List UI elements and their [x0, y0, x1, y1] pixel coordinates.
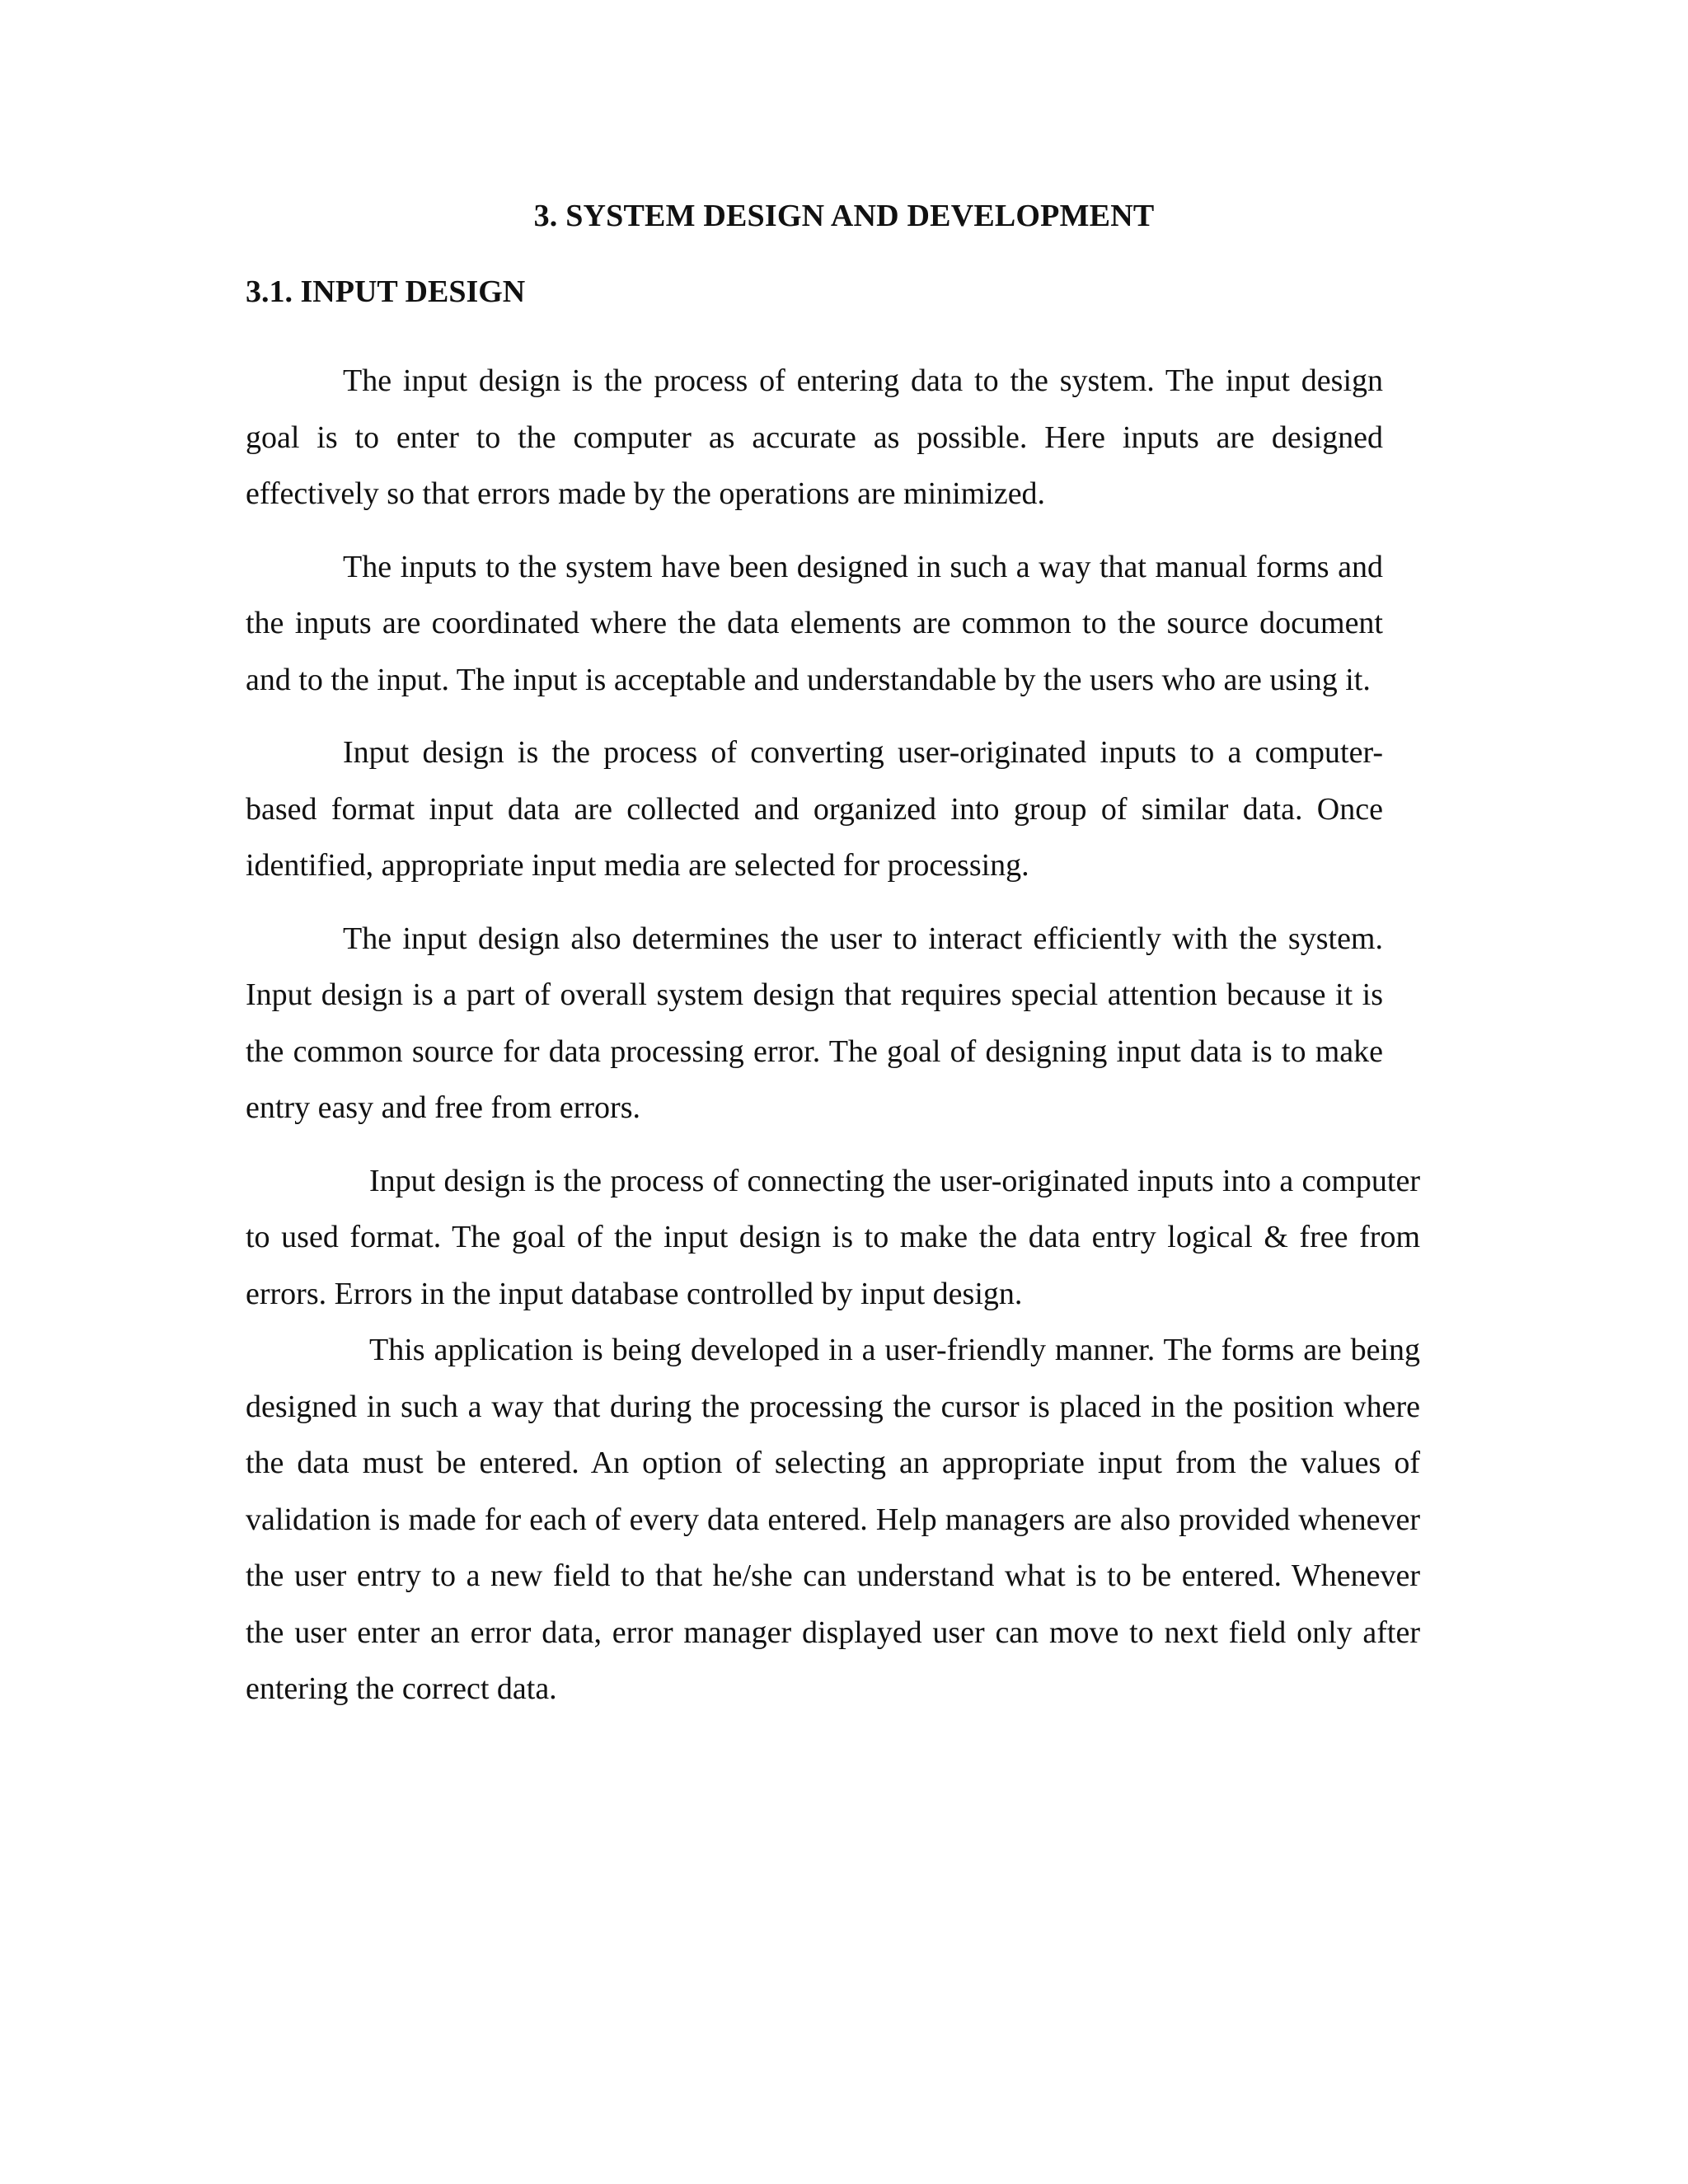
- paragraph: The input design also determines the user to interact efficiently with the system. Input design is a part of overall system design that requires special attention because it is the common source for data processing error. The goal of designing input data is to make entry easy and free from errors.: [246, 921, 1383, 1125]
- paragraph: This application is being developed in a user-friendly manner. The forms are being designed in such a way that during the processing the cursor is placed in the position where the data must be entered. An option of selecting an appropriate input from the values of validation is made for each of every data entered. Help managers are also provided whenever the user entry to a new field to that he/she can understand what is to be entered. Whenever the user enter an error data, error manager displayed user can move to next field only after entering the correct data.: [246, 1333, 1420, 1706]
- paragraph: The input design is the process of entering data to the system. The input design goal is to enter to the computer as accurate as possible. Here inputs are designed effectively so that errors made by the operations are minimized.: [246, 363, 1383, 511]
- paragraph: Input design is the process of connecting the user-originated inputs into a computer to used format. The goal of the input design is to make the data entry logical & free from errors. Errors in the input database controlled by input design.: [246, 1163, 1420, 1311]
- section-heading: 3.1. INPUT DESIGN: [246, 274, 526, 309]
- paragraph: The inputs to the system have been designed in such a way that manual forms and the inputs are coordinated where the data elements are common to the source document and to the input. The input is acceptable and understandable by the users who are using it.: [246, 549, 1383, 697]
- paragraph: Input design is the process of converting user-originated inputs to a computer-based format input data are collected and organized into group of similar data. Once identified, appropriate input media are selected for processing.: [246, 735, 1383, 883]
- section-body: [246, 353, 1420, 1734]
- chapter-title: 3. SYSTEM DESIGN AND DEVELOPMENT: [533, 199, 1155, 233]
